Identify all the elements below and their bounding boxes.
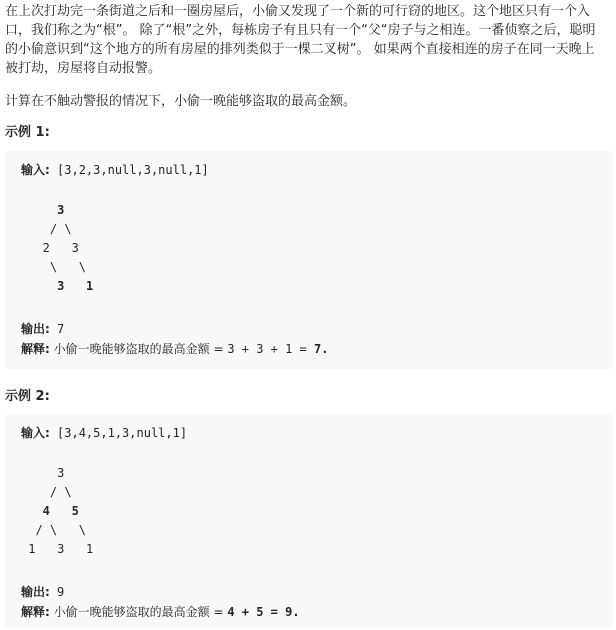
- example-2-input: 输入: [3,4,5,1,3,null,1]: [21, 426, 188, 440]
- example-1-tree: [21, 201, 93, 296]
- tree-line: 3: [21, 466, 65, 480]
- example-2-output: 输出: 9: [21, 585, 65, 599]
- tree-line: \ \: [21, 260, 87, 274]
- tree-line: / \ \: [21, 523, 87, 537]
- tree-line: / \: [21, 222, 72, 236]
- tree-line: 3 1: [21, 279, 94, 293]
- example-1-block: [5, 151, 613, 369]
- example-1-output: 输出: 7: [21, 322, 65, 336]
- example-1-explanation: 解释: 小偷一晚能够盗取的最高金额 = 3 + 3 + 1 = 7.: [21, 342, 329, 356]
- tree-line: / \: [21, 485, 72, 499]
- tree-line: 2 3: [21, 241, 79, 255]
- example-1-heading: 示例 1:: [5, 125, 50, 140]
- problem-description: 在上次打劫完一条街道之后和一圈房屋后，小偷又发现了一个新的可行窃的地区。这个地区只有一个入口，我们称之为“根”。 除了“根”之外，每栋房子有且只有一个“父“房子与之相连。一番侦察之后，聪明的小偷意识到“这个地方的所有房屋的排列类似于一棵二叉树”。 如果两个直接相连的房子在同一天晚上被打劫，房屋将自动报警。: [5, 4, 596, 76]
- tree-line: 4 5: [21, 504, 79, 518]
- example-2-block: [5, 414, 613, 628]
- tree-line: 3: [21, 203, 65, 217]
- example-2-heading: 示例 2:: [5, 389, 50, 404]
- example-2-explanation: 解释: 小偷一晚能够盗取的最高金额 = 4 + 5 = 9.: [21, 605, 300, 619]
- tree-line: 1 3 1: [21, 542, 94, 556]
- example-1-input: 输入: [3,2,3,null,3,null,1]: [21, 163, 209, 177]
- problem-task: 计算在不触动警报的情况下，小偷一晚能够盗取的最高金额。: [5, 94, 357, 109]
- example-2-tree: [21, 464, 93, 559]
